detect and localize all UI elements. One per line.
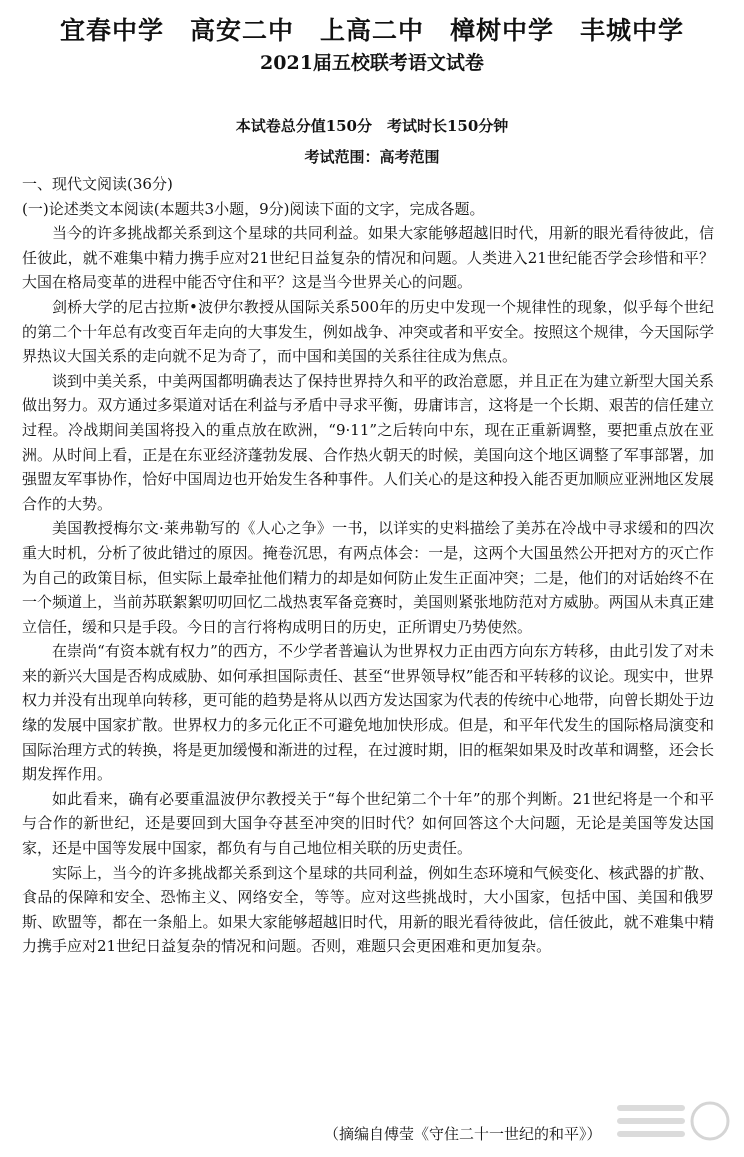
paragraph-7: 实际上，当今的许多挑战都关系到这个星球的共同利益，例如生态环境和气候变化、核武器的扩散、食品的保障和安全、恐怖主义、网络安全，等等。应对这些挑战时，大小国家，包括中国、美国和俄罗斯、欧盟等，都在一条船上。如果大家能够超越旧时代，用新的眼光看待彼此，信任彼此，就不难集中精力携手应对21世纪日益复杂的情况和问题。否则，难题只会更困难和更加复杂。 xyxy=(22,863,714,956)
exam-title: 2021届五校联考语文试卷 xyxy=(260,52,484,74)
paragraph-4: 美国教授梅尔文·莱弗勒写的《人心之争》一书，以详实的史料描绘了美苏在冷战中寻求缓和的四次重大时机，分析了彼此错过的原因。掩卷沉思，有两点体会：一是，这两个大国虽然公开把对方的灭亡作为自己的政策目标，但实际上最牵扯他们精力的却是如何防止发生正面冲突；二是，他们的对话始终不在一个频道上，当前苏联絮絮叨叨回忆二战热衷军备竞赛时，美国则紧张地防范对方威胁。两国从未真正建立信任，缓和只是手段。今日的言行将构成明日的历史，正所谓史乃势使然。 xyxy=(22,519,714,636)
paragraph-1: 当今的许多挑战都关系到这个星球的共同利益。如果大家能够超越旧时代，用新的眼光看待彼此，信任彼此，就不难集中精力携手应对21世纪日益复杂的情况和问题。人类进入21世纪能否学会珍惜和平？大国在格局变革的进程中能否守住和平？这是当今世界关心的问题。 xyxy=(22,224,714,292)
sub-section-title: (一)论述类文本阅读(本题共3小题，9分)阅读下面的文字，完成各题。 xyxy=(22,199,485,218)
paragraph-6: 如此看来，确有必要重温波伊尔教授关于“每个世纪第二个十年”的那个判断。21世纪将是一个和平与合作的新世纪，还是要回到大国争夺甚至冲突的旧时代？如何回答这个大问题，无论是美国等发达国家，还是中国等发展中国家，都负有与自己地位相关联的历史责任。 xyxy=(22,789,714,858)
section-title: 一、现代文阅读(36分) xyxy=(22,175,173,193)
paragraph-5: 在崇尚“有资本就有权力”的西方，不少学者普遍认为世界权力正由西方向东方转移，由此引发了对未来的新兴大国是否构成威胁、如何承担国际责任、甚至“世界领导权”能否和平转移的议论。现实中，世界权力并没有出现单向转移，更可能的趋势是将从以西方发达国家为代表的传统中心地带，向曾长期处于边缘的发展中国家扩散。世界权力的多元化正不可避免地加快形成。但是，和平年代发生的国际格局演变和国际治理方式的转换，将是更加缓慢和渐进的过程，在过渡时期，旧的框架如果及时改革和调整，还会长期发挥作用。 xyxy=(22,642,714,784)
reading-content xyxy=(22,172,714,959)
schools-header: 宜春中学 高安二中 上高二中 樟树中学 丰城中学 xyxy=(59,16,684,45)
paragraph-2: 剑桥大学的尼古拉斯•波伊尔教授从国际关系500年的历史中发现一个规律性的现象，似乎每个世纪的第二个十年总有改变百年走向的大事发生，例如战争、冲突或者和平安全。按照这个规律，今天国际学界热议大国关系的走向就不足为奇了，而中国和美国的关系往往成为焦点。 xyxy=(22,297,714,366)
exam-scope-line: 考试范围：高考范围 xyxy=(304,148,440,166)
watermark-logo-icon xyxy=(612,1098,732,1144)
source-citation: （摘编自傅莹《守住二十一世纪的和平》） xyxy=(324,1125,602,1143)
paragraph-3: 谈到中美关系，中美两国都明确表达了保持世界持久和平的政治意愿，并且正在为建立新型大国关系做出努力。双方通过多渠道对话在利益与矛盾中寻求平衡，毋庸讳言，这将是一个长期、艰苦的信任建立过程。冷战期间美国将投入的重点放在欧洲，“9·11”之后转向中东，现在正重新调整，要把重点放在亚洲。从时间上看，正是在东亚经济蓬勃发展、合作热火朝天的时候，美国向这个地区调整了军事部署，加强盟友军事协作，恰好中国周边也开始发生各种事件。人们关心的是这种投入能否更加顺应亚洲地区发展合作的大势。 xyxy=(22,371,714,513)
score-time-line: 本试卷总分值150分 考试时长150分钟 xyxy=(235,117,509,135)
